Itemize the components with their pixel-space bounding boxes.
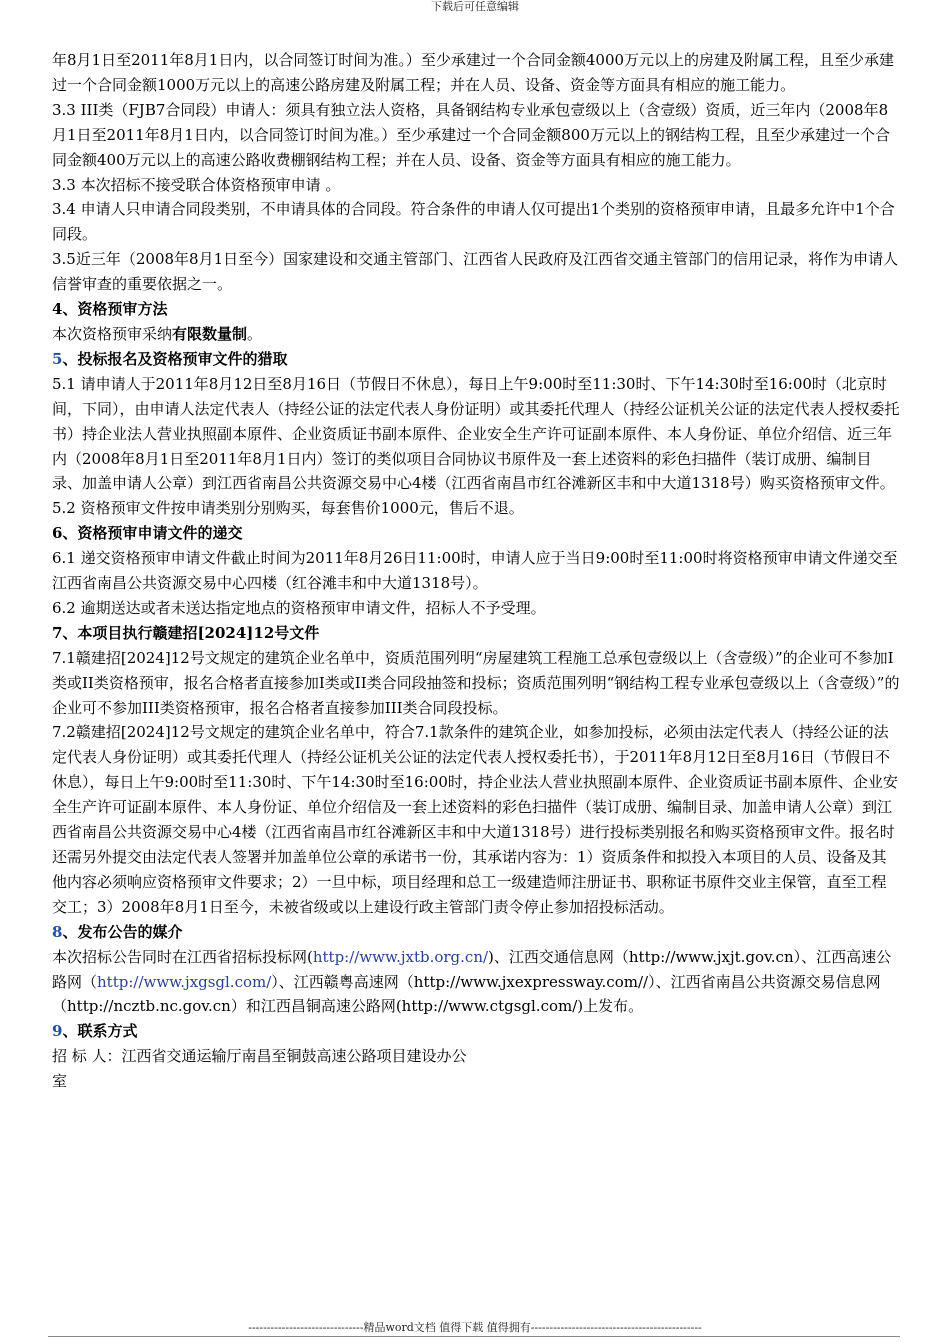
section-number-8: 8 — [52, 922, 63, 941]
paragraph-3-5: 3.5近三年（2008年8月1日至今）国家建设和交通主管部门、江西省人民政府及江西省交通主管部门的信用记录，将作为申请人信誉审查的重要依据之一。 — [52, 250, 899, 294]
page-header: 下载后可任意编辑 — [431, 0, 519, 13]
paragraph-5-1: 5.1 请申请人于2011年8月12日至8月16日（节假日不休息），每日上午9:00时至11:30时、下午14:30时至16:00时（北京时间，下同），由申请人法定代表人（持经公证的法定代表人身份证明）或其委托代理人（持经公证机关公证的法定代表人授权委托书）持企业法人营业执照副本原件、企业资质证书副本原件、企业安全生产许可证副本原件、本人身份证、单位介绍信、近三年内（2008年8月1日至2011年8月1日内）签订的类似项目合同协议书原件及一套上述资料的彩色扫描件（装订成册、编制目录、加盖申请人公章）到江西省南昌公共资源交易中心4楼（江西省南昌市红谷滩新区丰和中大道1318号）购买资格预审文件。 — [52, 374, 900, 493]
method-text-pre: 本次资格预审采纳 — [52, 324, 173, 343]
page-footer: -------------------------------精品word文档 值得下载 值得拥有---------------------------------------------- — [248, 1321, 702, 1334]
document-body — [52, 48, 900, 1094]
paragraph-5-2: 5.2 资格预审文件按申请类别分别购买，每套售价1000元，售后不退。 — [52, 499, 524, 518]
method-bold-term: 有限数量制 — [172, 324, 248, 343]
footer-divider — [48, 1336, 900, 1337]
section-title-5: 、投标报名及资格预审文件的猎取 — [62, 349, 288, 368]
paragraph-4-method — [52, 322, 900, 347]
paragraph-7-1: 7.1赣建招[2024]12号文规定的建筑企业名单中，资质范围列明“房屋建筑工程施工总承包壹级以上（含壹级）”的企业可不参加I类或II类资格预审，报名合格者直接参加I类或II类合同段抽签和投标；资质范围列明“钢结构工程专业承包壹级以上（含壹级）”的企业可不参加III类资格预审，报名合格者直接参加III类合同段投标。 — [52, 648, 900, 717]
section-heading-5 — [52, 347, 900, 372]
paragraph-8-media — [52, 945, 900, 1020]
paragraph-9-contact-line-2: 室 — [52, 1072, 68, 1091]
paragraph-3-4: 3.4 申请人只申请合同段类别，不申请具体的合同段。符合条件的申请人仅可提出1个类别的资格预审申请，且最多允许中1个合同段。 — [52, 200, 895, 244]
media-text-b: )、江西交通信息网（http://www.jxjt.gov.cn）、江西高速公路网（ — [52, 947, 892, 991]
section-heading-8 — [52, 920, 900, 945]
section-title-9: 、联系方式 — [62, 1022, 138, 1041]
section-heading-4: 4、资格预审方法 — [52, 300, 168, 319]
section-number-9: 9 — [52, 1022, 63, 1041]
paragraph-7-2: 7.2赣建招[2024]12号文规定的建筑企业名单中，符合7.1款条件的建筑企业，如参加投标，必须由法定代表人（持经公证的法定代表人身份证明）或其委托代理人（持经公证机关公证的法定代表人授权委托书），于2011年8月12日至8月16日（节假日不休息），每日上午9:00时至11:30时、下午14:30时至16:00时，持企业法人营业执照副本原件、企业资质证书副本原件、企业安全生产许可证副本原件、本人身份证、单位介绍信及一套上述资料的彩色扫描件（装订成册、编制目录、加盖申请人公章）到江西省南昌公共资源交易中心4楼（江西省南昌市红谷滩新区丰和中大道1318号）进行投标类别报名和购买资格预审文件。报名时还需另外提交由法定代表人签署并加盖单位公章的承诺书一份，其承诺内容为：1）资质条件和拟投入本项目的人员、设备及其他内容必须响应资格预审文件要求；2）一旦中标，项目经理和总工一级建造师注册证书、职称证书原件交业主保管，直至工程交工；3）2008年8月1日至今，未被省级或以上建设行政主管部门责令停止参加招投标活动。 — [52, 723, 898, 916]
section-heading-9 — [52, 1019, 900, 1044]
section-heading-7: 7、本项目执行赣建招[2024]12号文件 — [52, 623, 320, 642]
paragraph-6-2: 6.2 逾期送达或者未送达指定地点的资格预审申请文件，招标人不予受理。 — [52, 598, 546, 617]
paragraph-3-3-no-consortium: 3.3 本次招标不接受联合体资格预审申请 。 — [52, 175, 341, 194]
paragraph-6-1: 6.1 递交资格预审申请文件截止时间为2011年8月26日11:00时，申请人应于当日9:00时至11:00时将资格预审申请文件递交至江西省南昌公共资源交易中心四楼（红谷滩丰和中大道1318号）。 — [52, 549, 898, 593]
paragraph-9-contact-line-1: 招 标 人：江西省交通运输厅南昌至铜鼓高速公路项目建设办公 — [52, 1047, 467, 1066]
media-text-c: ）、江西赣粤高速网（http://www.jxexpressway.com//）、江西省南昌公共资源交易信息网（http://ncztb.nc.gov.cn）和江西昌铜高速公路网(http://www.ctgsgl.com/)上发布。 — [52, 972, 881, 1016]
section-title-8: 、发布公告的媒介 — [62, 922, 183, 941]
paragraph-3-2-continued: 年8月1日至2011年8月1日内，以合同签订时间为准。）至少承建过一个合同金额4000万元以上的房建及附属工程，且至少承建过一个合同金额1000万元以上的高速公路房建及附属工程；并在人员、设备、资金等方面具有相应的施工能力。 — [52, 51, 895, 94]
section-heading-6: 6、资格预审申请文件的递交 — [52, 524, 243, 543]
link-jxgsgl[interactable]: http://www.jxgsgl.com/ — [97, 972, 272, 991]
link-jxtb[interactable]: http://www.jxtb.org.cn/ — [312, 947, 489, 966]
section-number-5: 5 — [52, 349, 63, 368]
method-text-post: 。 — [247, 324, 263, 343]
media-text-a: 本次招标公告同时在江西省招标投标网( — [52, 947, 313, 966]
paragraph-3-3-class-iii: 3.3 III类（FJB7合同段）申请人：须具有独立法人资格，具备钢结构专业承包壹级以上（含壹级）资质，近三年内（2008年8月1日至2011年8月1日内，以合同签订时间为准。）至少承建过一个合同金额800万元以上的钢结构工程，且至少承建过一个合同金额400万元以上的高速公路收费棚钢结构工程；并在人员、设备、资金等方面具有相应的施工能力。 — [52, 100, 890, 169]
